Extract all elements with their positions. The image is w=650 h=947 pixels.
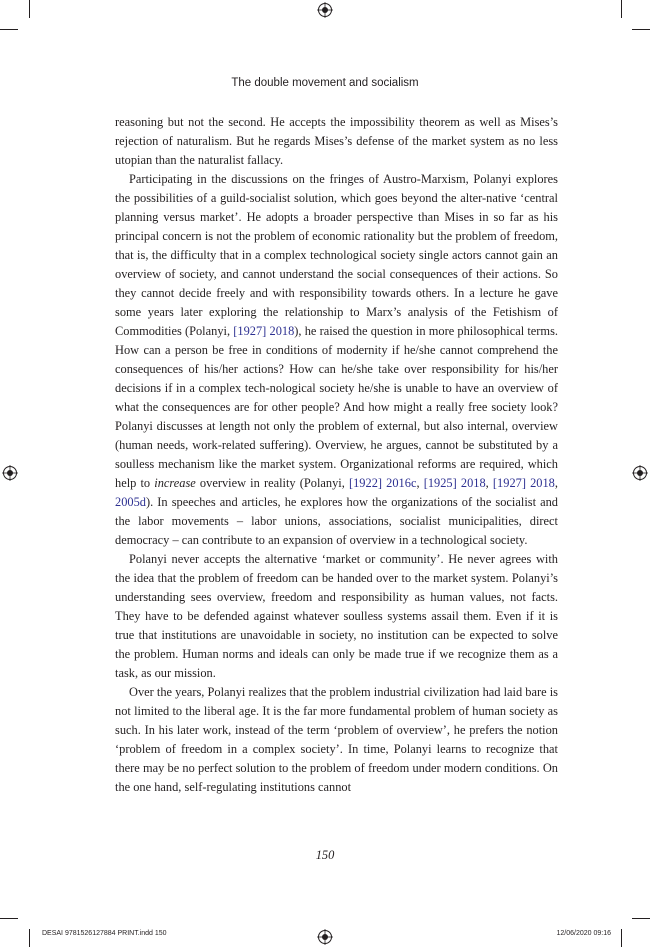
citation-link[interactable]: 2005d — [115, 495, 146, 509]
paragraph — [115, 550, 558, 683]
paragraph-text: overview in reality (Polanyi, — [195, 476, 349, 490]
slug-date-time: 12/06/2020 09:16 — [556, 930, 611, 937]
paragraph-text: , — [485, 476, 493, 490]
paragraph — [115, 683, 558, 797]
crop-mark-bottom-right-h — [632, 918, 650, 919]
citation-link[interactable]: [1922] 2016c — [348, 476, 417, 490]
citation-link[interactable]: [1927] 2018 — [233, 324, 295, 338]
citation-link[interactable]: [1925] 2018 — [423, 476, 486, 490]
paragraph — [115, 113, 558, 170]
crop-mark-bottom-right — [621, 929, 622, 947]
citation-link[interactable]: [1927] 2018 — [492, 476, 555, 490]
page-number: 150 — [315, 848, 335, 862]
paragraph-text: Participating in the discussions on the fringes of Austro-Marxism, Polanyi explores the possibilities of a guild-socialist solution, which goes beyond the alter-native ‘central planning versus market’. He adopts a broader perspective than Mises in so far as his principal concern is not the problem of economic rationality but the problem of freedom, that is, the difficulty that in a complex technological society single actors cannot gain an overview of society, and cannot understand the social consequences of their actions. So they cannot decide freely and with responsibility towards others. In a lecture he gave some years later exploring the relationship to Marx’s analysis of the Fetishism of Commodities (Polanyi, — [115, 172, 558, 338]
crop-mark-top-right-h — [632, 29, 650, 30]
paragraph-text: , — [554, 476, 558, 490]
paragraph-text: Over the years, Polanyi realizes that the problem industrial civilization had laid bare is not limited to the liberal age. It is the far more fundamental problem of human society as such. In his later work, instead of the term ‘problem of overview’, he prefers the notion ‘problem of freedom in a complex society’. In time, Polanyi learns to recognize that there may be no perfect solution to the problem of freedom under modern conditions. On the one hand, self-regulating institutions cannot — [115, 685, 558, 794]
paragraph — [115, 170, 558, 550]
emphasis-text: increase — [154, 476, 196, 490]
registration-mark-bottom-icon — [317, 929, 333, 945]
registration-mark-right-icon — [632, 465, 648, 481]
body-text — [115, 113, 558, 797]
paragraph-text: ). In speeches and articles, he explores how the organizations of the socialist and the labor movements – labor unions, associations, socialist municipalities, direct democracy – can contribute to an expansion of overview in a technological society. — [115, 495, 558, 547]
crop-mark-top-left-h — [0, 29, 18, 30]
slug-file-info: DESAI 9781526127884 PRINT.indd 150 — [42, 930, 167, 937]
paragraph-text: , — [416, 476, 424, 490]
paragraph-text: reasoning but not the second. He accepts the impossibility theorem as well as Mises’s rejection of naturalism. But he regards Mises’s defense of the market system as no less utopian than the naturalist fallacy. — [115, 115, 558, 167]
running-head: The double movement and socialism — [231, 77, 419, 89]
crop-mark-bottom-left — [29, 929, 30, 947]
crop-mark-top-right — [621, 0, 622, 18]
crop-mark-top-left — [29, 0, 30, 18]
crop-mark-bottom-left-h — [0, 918, 18, 919]
paragraph-text: ), he raised the question in more philosophical terms. How can a person be free in conditions of modernity if he/she cannot comprehend the consequences of his/her actions? How can he/she take over responsibility for his/her decisions if in a complex tech-nological society he/she is unable to have an overview of what the consequences are for other people? And how might a really free society look? Polanyi discusses at length not only the problem of external, but also internal, overview (human needs, work-related suffering). Overview, he argues, cannot be substituted by a soulless mechanism like the market system. Organizational reforms are required, which help to — [115, 324, 558, 490]
registration-mark-left-icon — [2, 465, 18, 481]
paragraph-text: Polanyi never accepts the alternative ‘market or community’. He never agrees with the idea that the problem of freedom can be handed over to the market system. Polanyi’s understanding sees overview, freedom and responsibility as human values, not facts. They have to be defended against whatever soulless systems assail them. Even if it is true that institutions are unavoidable in society, no institution can be expected to solve the problem. Human norms and ideals can only be made true if we recognize them as a task, as our mission. — [115, 552, 558, 680]
registration-mark-top-icon — [317, 2, 333, 18]
